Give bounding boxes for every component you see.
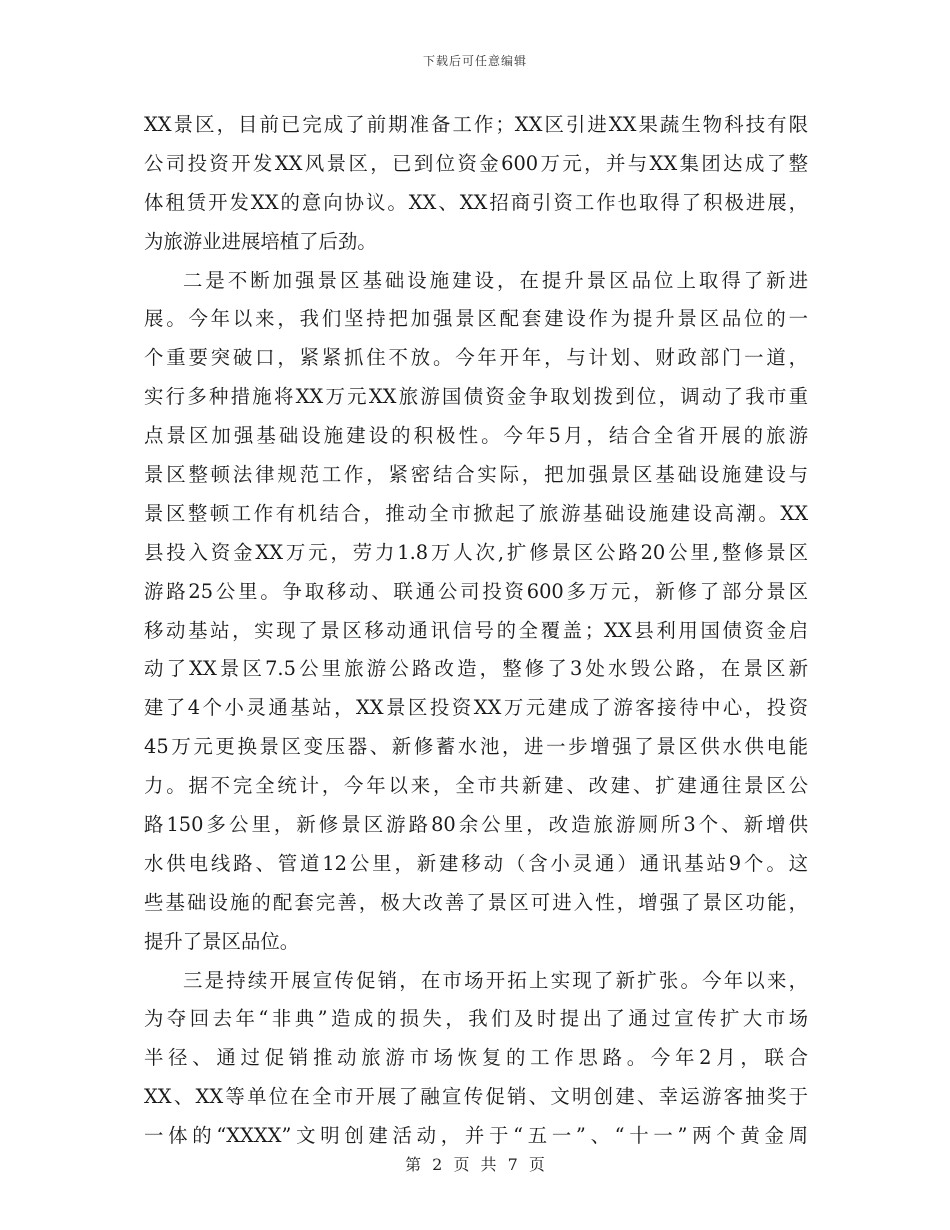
text-line: 水供电线路、管道12公里，新建移动（含小灵通）通讯基站9个。这: [144, 851, 808, 875]
text-line: 些基础设施的配套完善，极大改善了景区可进入性，增强了景区功能，: [144, 890, 808, 914]
text-line: 一体的“XXXX”文明创建活动，并于“五一”、“十一”两个黄金周: [144, 1124, 808, 1148]
page-header: 下载后可任意编辑: [422, 54, 527, 68]
text-line: 为夺回去年“非典”造成的损失，我们及时提出了通过宣传扩大市场: [144, 1007, 808, 1031]
text-line: 个重要突破口，紧紧抓住不放。今年开年，与计划、财政部门一道，: [144, 346, 808, 370]
text-line: 移动基站，实现了景区移动通讯信号的全覆盖；XX县利用国债资金启: [144, 618, 808, 642]
text-line-paragraph-start: 三是持续开展宣传促销，在市场开拓上实现了新扩张。今年以来，: [183, 968, 808, 992]
text-line: 力。据不完全统计，今年以来，全市共新建、改建、扩建通往景区公: [144, 774, 808, 798]
text-line: XX景区，目前已完成了前期准备工作；XX区引进XX果蔬生物科技有限: [144, 113, 808, 136]
text-line: 体租赁开发XX的意向协议。XX、XX招商引资工作也取得了积极进展，: [144, 190, 808, 214]
text-line: 45万元更换景区变压器、新修蓄水池，进一步增强了景区供水供电能: [144, 735, 808, 759]
text-line: 动了XX景区7.5公里旅游公路改造，整修了3处水毁公路，在景区新: [144, 657, 808, 681]
text-line: 点景区加强基础设施建设的积极性。今年5月，结合全省开展的旅游: [144, 424, 808, 448]
text-line: 县投入资金XX万元，劳力1.8万人次,扩修景区公路20公里,整修景区: [144, 540, 808, 564]
text-line: 半径、通过促销推动旅游市场恢复的工作思路。今年2月，联合: [144, 1046, 808, 1070]
document-body: [144, 106, 808, 1156]
text-line: 公司投资开发XX风景区，已到位资金600万元，并与XX集团达成了整: [144, 151, 808, 175]
text-line: 实行多种措施将XX万元XX旅游国债资金争取划拨到位，调动了我市重: [144, 385, 808, 409]
text-line: 游路25公里。争取移动、联通公司投资600多万元，新修了部分景区: [144, 579, 808, 603]
text-line: 路150多公里，新修景区游路80余公里，改造旅游厕所3个、新增供: [144, 813, 808, 837]
text-line-paragraph-start: 二是不断加强景区基础设施建设，在提升景区品位上取得了新进: [183, 268, 808, 292]
text-line: 提升了景区品位。: [144, 929, 300, 953]
text-line: 为旅游业进展培植了后劲。: [144, 229, 377, 253]
text-line: 景区整顿法律规范工作，紧密结合实际，把加强景区基础设施建设与: [144, 463, 808, 487]
text-line: 建了4个小灵通基站，XX景区投资XX万元建成了游客接待中心，投资: [144, 696, 808, 720]
text-line: 景区整顿工作有机结合，推动全市掀起了旅游基础设施建设高潮。XX: [144, 501, 808, 525]
text-line: 展。今年以来，我们坚持把加强景区配套建设作为提升景区品位的一: [144, 307, 808, 331]
page-number-footer: 第 2 页 共 7 页: [405, 1155, 545, 1174]
text-line: XX、XX等单位在全市开展了融宣传促销、文明创建、幸运游客抽奖于: [144, 1085, 808, 1109]
